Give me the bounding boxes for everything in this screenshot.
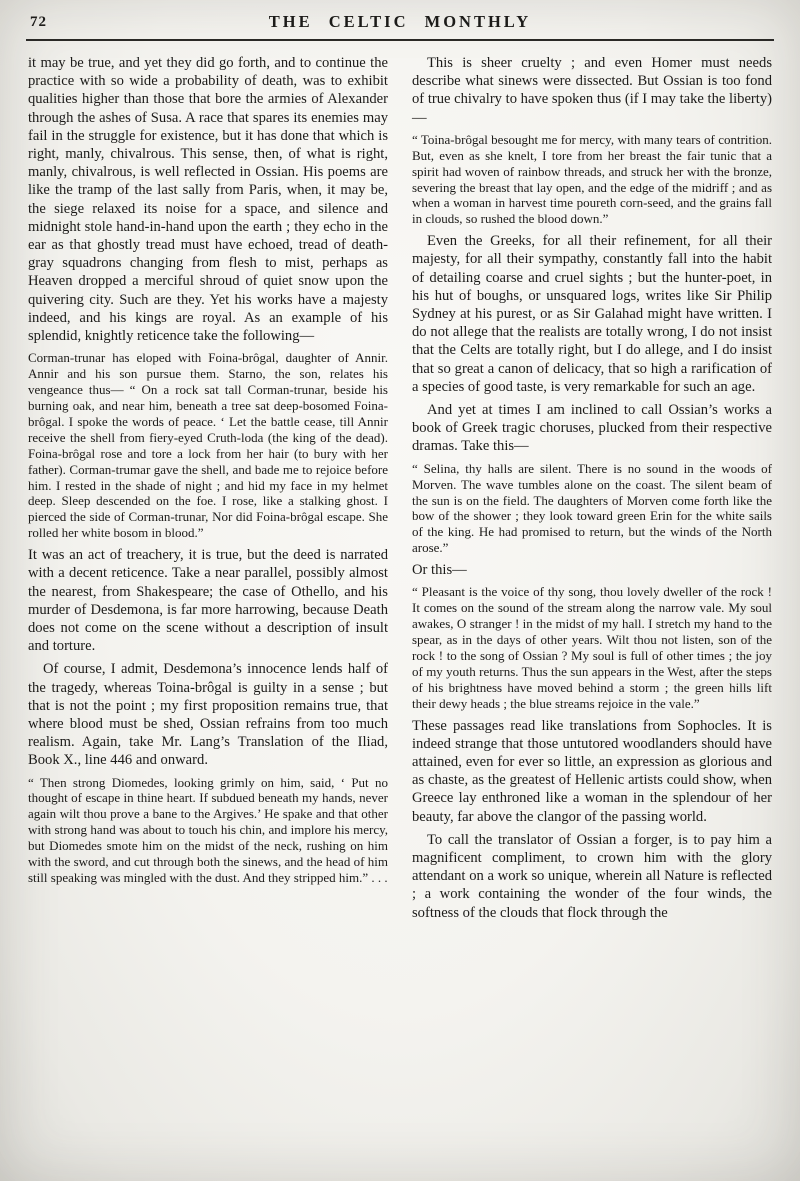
left-column bbox=[28, 54, 388, 927]
body-paragraph: To call the translator of Ossian a forger, is to pay him a magnificent compliment, to crown him with the glory attendant on a work so unique, wherein all Nature is reflected ; a work containing the wonder of the four winds, the softness of the clouds that flock through the bbox=[412, 831, 772, 921]
body-paragraph: Or this— bbox=[412, 562, 467, 579]
body-paragraph: Even the Greeks, for all their refinement, for all their majesty, for all their sympathy, constantly fall into the habit of detailing coarse and cruel sights ; but the hunter-poet, in his hut of boughs, or unsquared logs, writes like Sir Philip Sydney at his purest, or as Sir Galahad might have written. I do not allege that the realists are totally wrong, I do not insist that the Celts are totally right, but I do allege, and I do insist that so great a canon of delicacy, that so high a rarification of a species of good taste, is very remarkable for such an age. bbox=[412, 233, 772, 395]
body-paragraph: These passages read like translations from Sophocles. It is indeed strange that those untutored woodlanders should have attained, even for ever so little, an expression as glorious and as chaste, as the greatest of Hellenic artists could show, when Greece lay enthroned like a woman in the splendour of her beauty, far above the clangor of the passing world. bbox=[412, 717, 772, 825]
quote-paragraph: “ Then strong Diomedes, looking grimly on him, said, ‘ Put no thought of escape in thine heart. If subdued beneath my hands, never again wilt thou prove a bane to the Argives.’ He spake and that other with strong hand was about to touch his chin, and implore his mercy, but Diomedes smote him on the midst of the neck, rushing on him with the sword, and cut through both the sinews, and the head of him still speaking was mingled with the dust. And they stripped him.” . . . bbox=[28, 774, 388, 885]
text-columns bbox=[0, 41, 800, 927]
right-column bbox=[412, 54, 772, 927]
page-header bbox=[30, 12, 770, 34]
quote-paragraph: “ Toina-brôgal besought me for mercy, with many tears of contrition. But, even as she knelt, I tore from her breast the fair tunic that a spirit had woven of rainbow threads, and struck her with the bronze, severing the breast that lay open, and the edge of the midriff ; and as when a woman in harvest time poureth corn-seed, and the grains fall in clouds, so rushed the blood down.” bbox=[412, 131, 772, 227]
body-paragraph: This is sheer cruelty ; and even Homer must needs describe what sinews were dissected. But Ossian is too fond of true chivalry to have spoken thus (if I may take the liberty)— bbox=[412, 55, 772, 126]
quote-paragraph: “ Pleasant is the voice of thy song, thou lovely dweller of the rock ! It comes on the sound of the stream along the narrow vale. My soul awakes, O stranger ! in the midst of my hall. I stretch my hand to the spear, as in the days of other years. Wilt thou not listen, son of the rock ! to the song of Ossian ? My soul is full of other times ; the joy of my youth returns. Thus the sun appears in the West, after the steps of his brightness have moved behind a storm ; the green hills lift their dewy heads ; the blue streams rejoice in the vale.” bbox=[412, 584, 772, 711]
body-paragraph: It was an act of treachery, it is true, but the deed is narrated with a decent reticence. Take a near parallel, possibly almost the nearest, from Shakespeare; the case of Othello, and his murder of Desdemona, is far more harrowing, because Death does not come on the scene without a description of insult and torture. bbox=[28, 547, 388, 655]
body-paragraph: Of course, I admit, Desdemona’s innocence lends half of the tragedy, whereas Toina-brôgal is guilty in a sense ; but that is not the point ; my first proposition remains true, that where blood must be shed, Ossian refrains from too much realism. Again, take Mr. Lang’s Translation of the Iliad, Book X., line 446 and onward. bbox=[28, 661, 388, 769]
page-title: THE CELTIC MONTHLY bbox=[268, 12, 532, 31]
body-paragraph: it may be true, and yet they did go forth, and to continue the practice with so wide a probability of death, was to exhibit qualities higher than those that bore the armies of Alexander through the ashes of Susa. A race that spares its enemies may fail in the struggle for existence, but it has done that which is right, manly, chivalrous. This sense, then, of what is right, manly, chivalrous, is well reflected in Ossian. His poems are like the tramp of the last sally from Paris, when, it may be, the siege relaxed its noise for a space, and silence and midnight stole hand-in-hand upon the earth ; they echo in the ear as that ghostly tread must have echoed, tread of death-gray squadrons changing from flesh to mist, perhaps as Heaven dropped a merciful shroud of quiet snow upon the quivering city. Such are they. Yet his works have a majesty indeed, and his kings are royal. As an example of his splendid, knightly reticence take the following— bbox=[28, 55, 388, 345]
quote-paragraph: “ Selina, thy halls are silent. There is no sound in the woods of Morven. The wave tumbles alone on the coast. The silent beam of the sun is on the field. The daughters of Morven come forth like the bow of the shower ; they look toward green Erin for the white sails of the king. He had promised to return, but the winds of the North arose.” bbox=[412, 460, 772, 556]
body-paragraph: And yet at times I am inclined to call Ossian’s works a book of Greek tragic choruses, plucked from their respective dramas. Take this— bbox=[412, 402, 772, 455]
quote-paragraph: Corman-trunar has eloped with Foina-brôgal, daughter of Annir. Annir and his son pursue them. Starno, the son, relates his vengeance thus— “ On a rock sat tall Corman-trunar, beside his burning oak, and near him, beneath a tree sat deep-bosomed Foina-brôgal. I spoke the words of peace. ‘ Let the battle cease, till Annir receive the shell from fiery-eyed Cruth-loda (the king of the dead). Foina-brôgal rose and tore a lock from her hair (to bury with her father). Corman-trumar gave the shell, and bade me to rejoice before him. I rested in the shade of night ; and hid my face in my helmet deep. Sleep descended on the foe. I rose, like a stalking ghost. I pierced the side of Corman-trunar, Nor did Foina-brôgal escape. She rolled her white bosom in blood.” bbox=[28, 350, 388, 541]
page-number: 72 bbox=[30, 14, 47, 30]
